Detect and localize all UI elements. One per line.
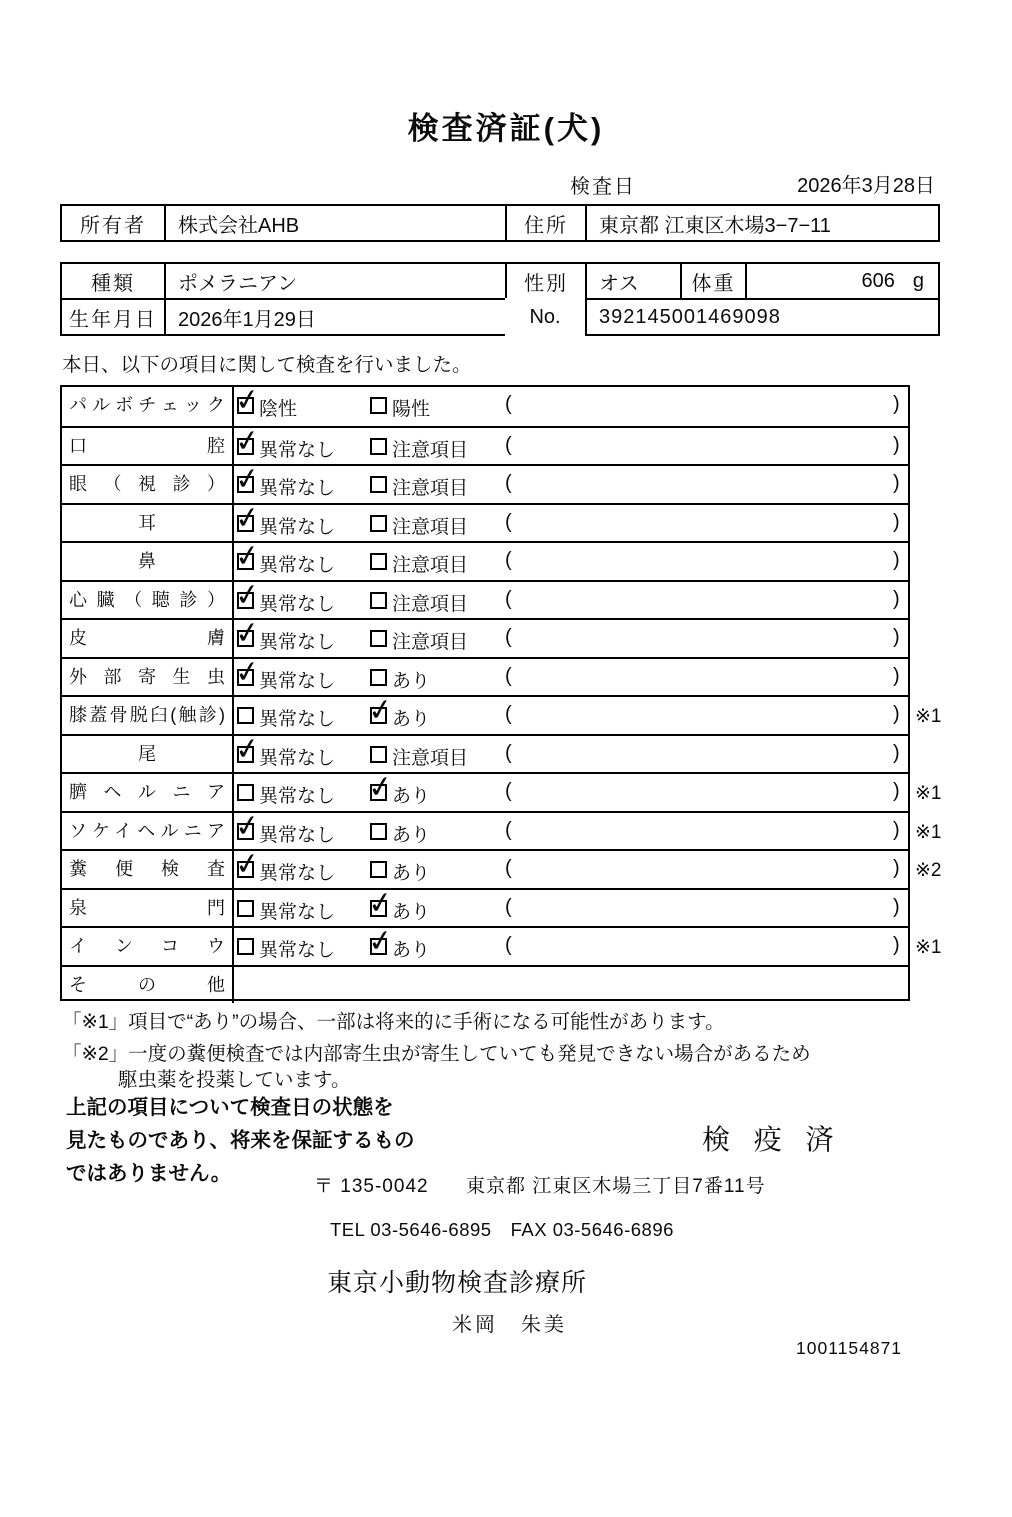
clinic-address: 東京都 江東区木場三丁目7番11号 [466, 1176, 766, 1197]
row-note-ref: ※2 [915, 860, 942, 881]
checkbox-option-1 [232, 807, 263, 845]
paren-open: ( [505, 393, 512, 415]
paren-close: ) [893, 433, 900, 456]
inspection-item-label: 尾 [62, 736, 234, 773]
check-mark-icon: ✓ [365, 923, 396, 960]
option-1-label: 異常なし [259, 439, 336, 461]
checkbox-option-1 [232, 382, 263, 419]
inspection-item-label: インコウ [62, 928, 234, 965]
checkbox-option-1 [232, 615, 263, 652]
checkbox-option-2 [365, 884, 396, 922]
quarantine-stamp: 検 疫 済 [702, 1124, 842, 1155]
paren-open: ( [505, 857, 512, 879]
checkbox-option-2 [370, 861, 387, 878]
inspection-row [62, 461, 908, 503]
inspection-row [62, 692, 942, 734]
paren-open: ( [505, 433, 512, 456]
breed-label: 種類 [60, 262, 166, 300]
inspection-row [62, 846, 942, 888]
check-mark-icon: ✓ [232, 615, 263, 652]
option-1-label: 異常なし [259, 478, 336, 499]
paren-close: ) [893, 626, 900, 648]
checkbox-option-2 [370, 476, 387, 493]
inspection-row [62, 730, 908, 773]
checkbox-option-2 [365, 692, 396, 729]
checkbox-option-2 [370, 515, 387, 532]
inspection-date-value: 2026年3月28日 [797, 175, 935, 197]
option-1-label: 異常なし [259, 516, 336, 538]
birth-label: 生年月日 [60, 298, 166, 336]
paren-close: ) [893, 472, 900, 494]
footnote-2: 「※2」一度の糞便検査では内部寄生虫が寄生していても発見できない場合があるため [62, 1043, 811, 1065]
checkbox-option-1 [237, 784, 254, 801]
checkbox-option-1 [232, 422, 263, 460]
sex-value: オス [585, 262, 682, 300]
inspection-item-label: 眼（視診） [62, 466, 234, 503]
checkbox-option-2 [370, 630, 387, 647]
paren-open: ( [505, 587, 512, 610]
inspection-item-label: 臍ヘルニア [62, 774, 234, 811]
inspection-row [62, 965, 908, 1004]
checkbox-option-1 [237, 900, 254, 917]
option-2-label: 陽性 [392, 399, 431, 420]
clinic-tel-fax: TEL 03-5646-6895 FAX 03-5646-6896 [330, 1219, 674, 1240]
option-2-label: あり [392, 901, 431, 923]
checkbox-option-1 [237, 938, 254, 955]
checkbox-option-2 [370, 553, 387, 570]
checkbox-option-1 [232, 576, 263, 614]
document-serial-number: 1001154871 [796, 1338, 903, 1358]
paren-open: ( [505, 510, 512, 533]
paren-open: ( [505, 664, 512, 687]
inspection-row [62, 769, 942, 811]
footnote-2-continued: 駆虫薬を投薬しています。 [118, 1069, 351, 1091]
disclaimer-line-2: 見たものであり、将来を保証するもの [66, 1129, 415, 1152]
inspection-row [62, 422, 908, 465]
page-title: 検査済証(犬) [407, 111, 605, 146]
check-mark-icon: ✓ [365, 884, 396, 922]
paren-close: ) [893, 510, 900, 533]
birth-value: 2026年1月29日 [164, 298, 507, 336]
checkbox-option-2 [370, 438, 387, 455]
inspection-item-label: パルボチェック [62, 387, 234, 426]
paren-close: ) [893, 895, 900, 918]
option-1-label: 異常なし [259, 555, 336, 576]
option-2-label: 注意項目 [392, 555, 469, 576]
paren-open: ( [505, 472, 512, 494]
paren-close: ) [893, 549, 900, 571]
sex-label: 性別 [505, 262, 587, 300]
paren-close: ) [893, 703, 900, 725]
inspection-date-label: 検査日 [570, 176, 636, 198]
paren-open: ( [505, 934, 512, 956]
inspection-item-label: 泉門 [62, 890, 234, 927]
inspection-row [62, 538, 908, 580]
option-1-label: 異常なし [259, 940, 336, 961]
check-mark-icon: ✓ [232, 807, 263, 845]
inspection-row [62, 884, 908, 927]
paren-open: ( [505, 626, 512, 648]
owner-value: 株式会社AHB [164, 204, 507, 242]
check-mark-icon: ✓ [232, 538, 263, 575]
option-1-label: 異常なし [259, 709, 336, 730]
row-note-ref: ※1 [915, 821, 942, 843]
option-1-label: 異常なし [259, 786, 336, 807]
check-mark-icon: ✓ [232, 461, 263, 498]
intro-statement: 本日、以下の項目に関して検査を行いました。 [62, 354, 472, 376]
check-mark-icon: ✓ [232, 846, 263, 883]
no-label: No. [505, 298, 585, 336]
row-note-ref: ※1 [915, 937, 942, 958]
inspection-item-label: その他 [62, 967, 234, 1004]
weight-unit: g [912, 269, 924, 292]
paren-close: ) [893, 741, 900, 764]
paren-open: ( [505, 549, 512, 571]
check-mark-icon: ✓ [232, 382, 263, 419]
disclaimer-line-1: 上記の項目について検査日の状態を [66, 1096, 394, 1119]
paren-close: ) [893, 587, 900, 610]
checkbox-option-1 [232, 538, 263, 575]
row-note-ref: ※1 [915, 706, 942, 727]
checkbox-option-2 [365, 923, 396, 960]
inspection-item-label: 鼻 [62, 543, 234, 580]
option-1-label: 陰性 [259, 399, 298, 420]
check-mark-icon: ✓ [232, 730, 263, 768]
paren-close: ) [893, 857, 900, 879]
option-1-label: 異常なし [259, 632, 336, 653]
weight-label: 体重 [680, 262, 747, 300]
checkbox-option-1 [232, 653, 263, 691]
option-2-label: あり [392, 824, 431, 846]
checkbox-option-2 [365, 769, 396, 806]
paren-open: ( [505, 895, 512, 918]
checkbox-option-1 [232, 846, 263, 883]
inspection-item-label: 外部寄生虫 [62, 659, 234, 696]
paren-close: ) [893, 664, 900, 687]
check-mark-icon: ✓ [232, 499, 263, 537]
inspection-item-label: 皮膚 [62, 620, 234, 657]
weight-value-cell [745, 262, 940, 300]
option-2-label: 注意項目 [392, 439, 469, 461]
option-2-label: あり [392, 709, 431, 730]
clinic-postal-code: 〒 135-0042 [314, 1176, 429, 1197]
address-value: 東京都 江東区木場3−7−11 [585, 204, 940, 242]
option-2-label: 注意項目 [392, 516, 469, 538]
option-1-label: 異常なし [259, 593, 336, 615]
clinic-name: 東京小動物検査診療所 [327, 1269, 588, 1297]
paren-open: ( [505, 780, 512, 802]
checkbox-option-1 [232, 499, 263, 537]
check-mark-icon: ✓ [232, 653, 263, 691]
checkbox-option-2 [370, 669, 387, 686]
footnote-1: 「※1」項目で“あり”の場合、一部は将来的に手術になる可能性があります。 [62, 1011, 725, 1033]
inspection-item-label: 糞便検査 [62, 851, 234, 888]
checkbox-option-2 [370, 397, 387, 414]
checkbox-option-2 [370, 592, 387, 609]
option-1-label: 異常なし [259, 901, 336, 923]
option-2-label: 注意項目 [392, 593, 469, 615]
veterinarian-name: 米岡 朱美 [452, 1314, 567, 1336]
no-value: 392145001469098 [585, 298, 940, 336]
paren-close: ) [893, 934, 900, 956]
owner-label: 所有者 [60, 204, 166, 242]
option-2-label: 注意項目 [392, 747, 469, 769]
checkbox-option-2 [370, 823, 387, 840]
checkbox-option-1 [237, 707, 254, 724]
option-2-label: あり [392, 940, 431, 961]
inspection-item-label: 心臓（聴診） [62, 582, 234, 619]
inspection-item-label: 口腔 [62, 428, 234, 465]
inspection-row [62, 576, 908, 619]
paren-open: ( [505, 818, 512, 841]
paren-open: ( [505, 703, 512, 725]
inspection-row [62, 382, 908, 426]
option-1-label: 異常なし [259, 824, 336, 846]
inspection-item-label: ソケイヘルニア [62, 813, 234, 850]
paren-open: ( [505, 741, 512, 764]
inspection-row [62, 499, 908, 542]
option-2-label: 注意項目 [392, 632, 469, 653]
check-mark-icon: ✓ [365, 769, 396, 806]
option-2-label: あり [392, 786, 431, 807]
inspection-row [62, 615, 908, 657]
inspection-item-label: 耳 [62, 505, 234, 542]
inspection-row [62, 653, 908, 696]
check-mark-icon: ✓ [232, 576, 263, 614]
address-label: 住所 [505, 204, 587, 242]
row-note-ref: ※1 [915, 783, 942, 804]
disclaimer-line-3: ではありません。 [66, 1162, 232, 1185]
option-2-label: あり [392, 670, 431, 692]
breed-value: ポメラニアン [164, 262, 507, 300]
weight-value: 606 [861, 269, 895, 292]
paren-close: ) [893, 818, 900, 841]
inspection-table [60, 382, 942, 1001]
option-1-label: 異常なし [259, 670, 336, 692]
check-mark-icon: ✓ [232, 422, 263, 460]
checkbox-option-1 [232, 461, 263, 498]
inspection-item-label: 膝蓋骨脱臼(触診) [62, 697, 234, 734]
option-1-label: 異常なし [259, 747, 336, 769]
inspection-row [62, 923, 942, 965]
option-2-label: 注意項目 [392, 478, 469, 499]
option-1-label: 異常なし [259, 863, 336, 884]
checkbox-option-1 [232, 730, 263, 768]
option-2-label: あり [392, 863, 431, 884]
check-mark-icon: ✓ [365, 692, 396, 729]
checkbox-option-2 [370, 746, 387, 763]
inspection-row [62, 807, 942, 850]
paren-close: ) [893, 393, 900, 415]
paren-close: ) [893, 780, 900, 802]
